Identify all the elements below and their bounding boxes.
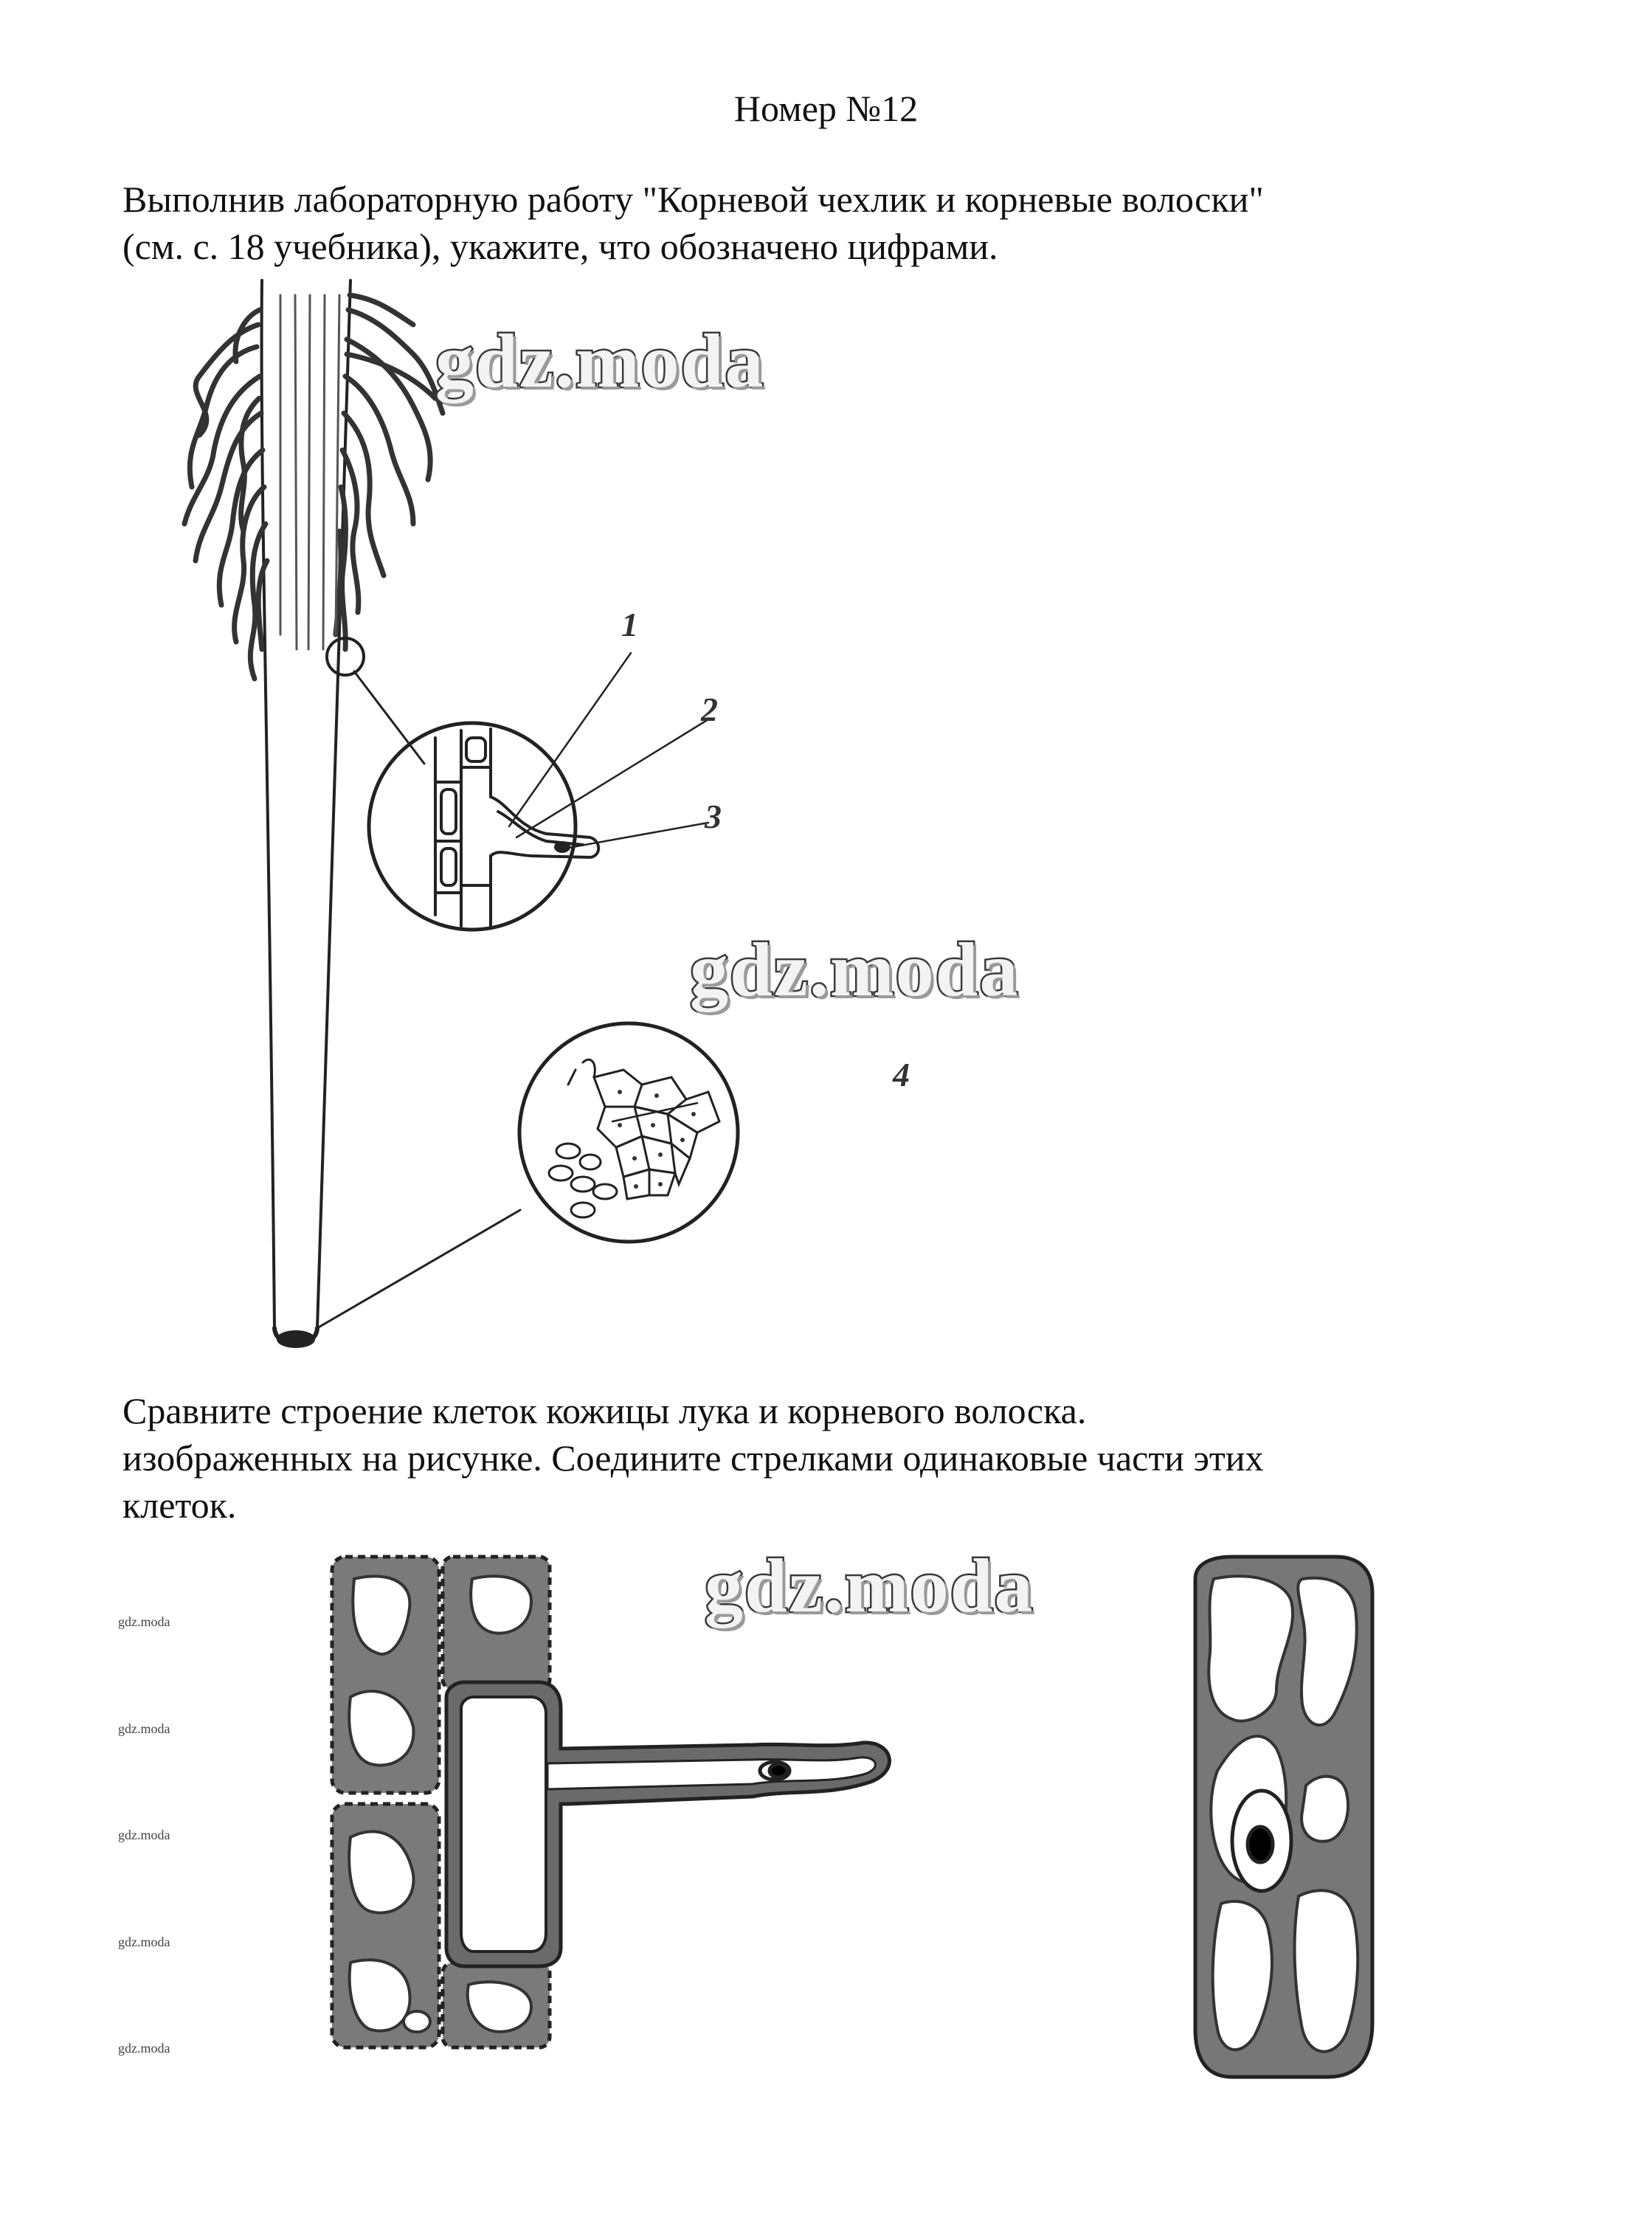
task-2-text (122, 1387, 1539, 1529)
label-1: 1 (621, 606, 638, 643)
label-4: 4 (893, 1056, 910, 1093)
small-watermark-3: gdz.moda (118, 1828, 170, 1842)
onion-skin-cell-figure (1166, 1549, 1387, 2095)
small-watermark-1: gdz.moda (118, 1614, 170, 1629)
root-hair-cell-figure (310, 1549, 915, 2081)
watermark-3: gdz.moda (705, 1544, 1034, 1628)
task-2-line-3: клеток. (122, 1484, 237, 1526)
small-watermark-5: gdz.moda (118, 2041, 170, 2056)
task-1-text (122, 176, 1524, 270)
root-figure (0, 266, 959, 1387)
task-2-line-1: Сравните строение клеток кожицы лука и корневого волоска. (122, 1390, 1087, 1431)
watermark-2: gdz.moda (690, 927, 1020, 1012)
label-2: 2 (701, 691, 718, 728)
task-2-line-2: изображенных на рисунке. Соедините стрелками одинаковые части этих (122, 1437, 1264, 1479)
small-watermark-2: gdz.moda (118, 1721, 170, 1736)
watermark-1: gdz.moda (435, 319, 765, 404)
page-title: Номер №12 (733, 88, 919, 129)
task-1-line-1: Выполнив лабораторную работу "Корневой чехлик и корневые волоски" (122, 179, 1264, 220)
task-1-line-2: (см. с. 18 учебника), укажите, что обозначено цифрами. (122, 226, 998, 267)
label-3: 3 (705, 798, 722, 835)
small-watermark-4: gdz.moda (118, 1935, 170, 1949)
